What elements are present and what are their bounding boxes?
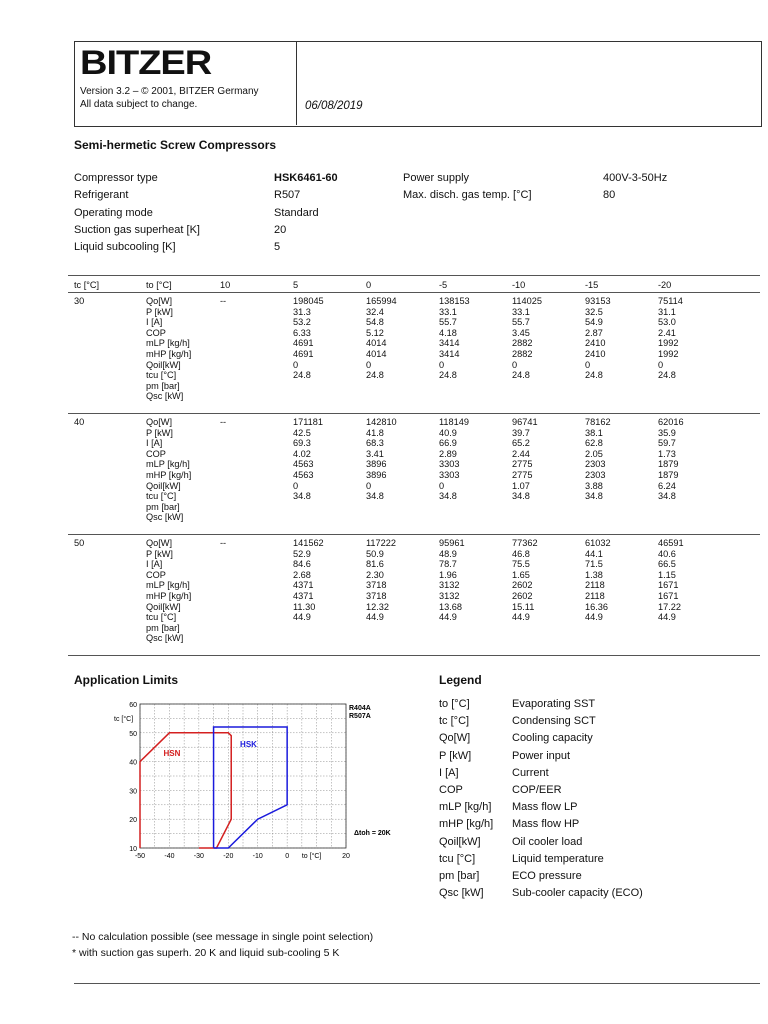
table-cell-column: 75114 31.1 53.0 2.41 1992 1992 0 24.8 xyxy=(658,296,683,381)
y-tick-label: 50 xyxy=(129,730,137,738)
x-tick-label: -10 xyxy=(252,853,263,860)
legend-key: I [A] xyxy=(439,766,459,779)
table-cell-column: 46591 40.6 66.5 1.15 1671 1671 17.22 44.9 xyxy=(658,538,684,623)
to-header: to [°C] xyxy=(146,280,172,290)
table-cell-column: -- xyxy=(220,538,227,548)
table-cell-column: 171181 42.5 69.3 4.02 4563 4563 0 34.8 xyxy=(293,417,323,502)
footnote-no-calc: -- No calculation possible (see message in single point selection) xyxy=(72,931,374,943)
x-tick-label: 20 xyxy=(342,853,350,860)
hsk-label: HSK xyxy=(240,740,257,750)
table-cell-column: 141562 52.9 84.6 2.68 4371 4371 11.30 44.9 xyxy=(293,538,324,623)
y-tick-label: 60 xyxy=(129,702,137,709)
legend-desc: Liquid temperature xyxy=(512,852,604,865)
to-value-header: -5 xyxy=(439,280,448,290)
tc-header: tc [°C] xyxy=(74,280,100,290)
param-value: Standard xyxy=(274,207,319,219)
legend-desc: COP/EER xyxy=(512,784,562,796)
table-cell-column: 142810 41.8 68.3 3.41 3896 3896 0 34.8 xyxy=(366,417,397,502)
bottom-rule xyxy=(74,983,760,984)
legend-desc: Mass flow LP xyxy=(512,801,578,814)
legend-desc: Sub-cooler capacity (ECO) xyxy=(512,887,643,900)
table-cell-column: 117222 50.9 81.6 2.30 3718 3718 12.32 44.9 xyxy=(366,538,396,623)
param-label: Refrigerant xyxy=(74,189,129,201)
table-cell-column: 118149 40.9 66.9 2.89 3303 3303 0 34.8 xyxy=(439,417,469,502)
x-tick-label: 0 xyxy=(285,853,290,860)
x-axis-label: to [°C] xyxy=(301,853,322,860)
refrigerant-label: R404A xyxy=(349,705,371,712)
table-cell-column: -- xyxy=(220,296,227,306)
table-top-rule xyxy=(68,275,760,276)
legend-desc: ECO pressure xyxy=(512,870,582,882)
table-cell-column: 198045 31.3 53.2 6.33 4691 4691 0 24.8 xyxy=(293,296,324,381)
legend-desc: Evaporating SST xyxy=(512,698,596,710)
param-label: Operating mode xyxy=(74,207,153,219)
legend-desc: Current xyxy=(512,766,549,779)
y-axis-label: tc [°C] xyxy=(114,716,134,723)
legend-key: Qsc [kW] xyxy=(439,887,484,900)
param-value: 80 xyxy=(603,189,616,201)
table-cell-column: 95961 48.9 78.7 1.96 3132 3132 13.68 44.9 xyxy=(439,538,465,623)
group-row-labels: Qo[W] P [kW] I [A] COP mLP [kg/h] mHP [kg/h] Qoil[kW] tcu [°C] pm [bar] Qsc [kW] xyxy=(146,417,192,523)
to-value-header: -20 xyxy=(658,280,672,290)
group-tc: 50 xyxy=(74,538,85,548)
param-value: 400V-3-50Hz xyxy=(603,172,668,184)
to-value-header: 0 xyxy=(366,280,372,290)
group-rule xyxy=(68,413,760,414)
legend-desc: Oil cooler load xyxy=(512,835,583,848)
legend-desc: Power input xyxy=(512,749,571,762)
header-divider xyxy=(296,41,297,125)
disclaimer: All data subject to change. xyxy=(80,99,198,110)
page-title: Semi-hermetic Screw Compressors xyxy=(74,138,277,152)
legend-desc: Cooling capacity xyxy=(512,732,593,745)
param-value: R507 xyxy=(274,189,301,201)
legend-key: COP xyxy=(439,784,463,796)
bitzer-logo: BITZER xyxy=(80,44,212,83)
group-rule xyxy=(68,534,760,535)
legend-key: mHP [kg/h] xyxy=(439,818,494,831)
legend-key: Qoil[kW] xyxy=(439,835,481,848)
x-tick-label: -40 xyxy=(164,853,175,860)
superheat-note: Δtoh = 20K xyxy=(354,830,391,837)
y-tick-label: 10 xyxy=(129,846,137,853)
legend-key: tcu [°C] xyxy=(439,852,476,865)
footnote-conditions: * with suction gas superh. 20 K and liquid sub-cooling 5 K xyxy=(72,947,340,959)
y-tick-label: 40 xyxy=(129,759,137,767)
x-tick-label: -20 xyxy=(223,853,234,860)
legend-desc: Mass flow HP xyxy=(512,818,580,831)
to-value-header: 5 xyxy=(293,280,299,290)
param-label: Power supply xyxy=(403,172,470,184)
report-date: 06/08/2019 xyxy=(305,100,363,112)
param-value: HSK6461-60 xyxy=(274,172,338,184)
table-cell-column: 96741 39.7 65.2 2.44 2775 2775 1.07 34.8 xyxy=(512,417,538,502)
param-value: 5 xyxy=(274,241,281,253)
legend-key: Qo[W] xyxy=(439,732,471,745)
param-label: Max. disch. gas temp. [°C] xyxy=(403,189,532,201)
group-row-labels: Qo[W] P [kW] I [A] COP mLP [kg/h] mHP [kg/h] Qoil[kW] tcu [°C] pm [bar] Qsc [kW] xyxy=(146,296,192,402)
table-cell-column: 93153 32.5 54.9 2.87 2410 2410 0 24.8 xyxy=(585,296,611,381)
to-value-header: 10 xyxy=(220,280,231,290)
group-rule xyxy=(68,655,760,656)
version-line: Version 3.2 – © 2001, BITZER Germany xyxy=(80,86,259,97)
table-cell-column: 61032 44.1 71.5 1.38 2118 2118 16.36 44.9 xyxy=(585,538,611,623)
table-cell-column: 138153 33.1 55.7 4.18 3414 3414 0 24.8 xyxy=(439,296,470,381)
app-limits-title: Application Limits xyxy=(74,673,179,687)
legend-key: P [kW] xyxy=(439,749,472,762)
param-label: Liquid subcooling [K] xyxy=(74,241,176,253)
param-label: Compressor type xyxy=(74,172,158,184)
table-cell-column: 114025 33.1 55.7 3.45 2882 2882 0 24.8 xyxy=(512,296,542,381)
table-cell-column: 165994 32.4 54.8 5.12 4014 4014 0 24.8 xyxy=(366,296,397,381)
x-tick-label: -50 xyxy=(134,853,146,860)
table-cell-column: 77362 46.8 75.5 1.65 2602 2602 15.11 44.9 xyxy=(512,538,538,623)
legend-key: mLP [kg/h] xyxy=(439,801,492,814)
table-cell-column: 62016 35.9 59.7 1.73 1879 1879 6.24 34.8 xyxy=(658,417,684,502)
legend-desc: Condensing SCT xyxy=(512,715,596,728)
legend-key: tc [°C] xyxy=(439,715,470,728)
legend-title: Legend xyxy=(439,673,482,687)
param-label: Suction gas superheat [K] xyxy=(74,224,200,236)
to-value-header: -15 xyxy=(585,280,599,290)
y-tick-label: 30 xyxy=(129,788,137,796)
group-tc: 40 xyxy=(74,417,85,427)
table-header-rule xyxy=(68,292,760,293)
group-tc: 30 xyxy=(74,296,85,306)
table-cell-column: -- xyxy=(220,417,227,427)
hsn-label: HSN xyxy=(163,748,181,758)
group-row-labels: Qo[W] P [kW] I [A] COP mLP [kg/h] mHP [kg/h] Qoil[kW] tcu [°C] pm [bar] Qsc [kW] xyxy=(146,538,192,644)
param-value: 20 xyxy=(274,224,287,236)
legend-key: to [°C] xyxy=(439,698,470,710)
y-tick-label: 20 xyxy=(129,817,137,825)
table-cell-column: 78162 38.1 62.8 2.05 2303 2303 3.88 34.8 xyxy=(585,417,611,502)
refrigerant-label: R507A xyxy=(349,713,371,720)
application-limits-chart xyxy=(96,692,426,867)
legend-key: pm [bar] xyxy=(439,870,480,882)
x-tick-label: -30 xyxy=(193,853,204,860)
to-value-header: -10 xyxy=(512,280,526,290)
